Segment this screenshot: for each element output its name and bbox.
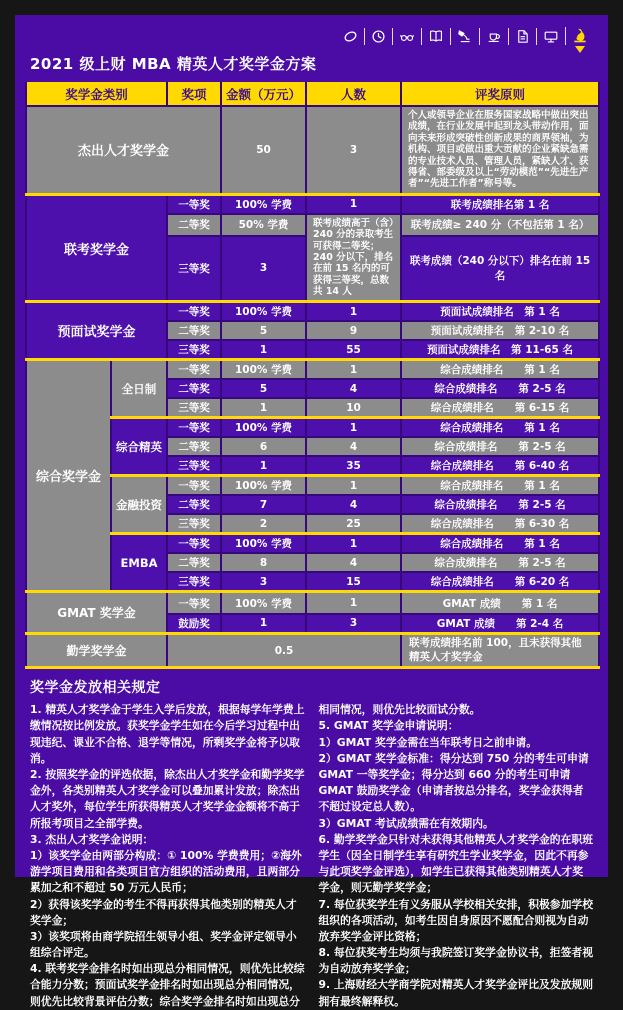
cell-amount: 3 [221, 236, 306, 302]
cell-count-note: 联考成绩高于（含）240 分的录取考生可获得二等奖；240 分以下，排名在前 15 名内的可获得三等奖，总数共 14 人 [306, 214, 401, 302]
table-row [26, 476, 599, 496]
cell-criteria: 个人或领导企业在服务国家战略中做出突出成绩，在行业发展中起到龙头带动作用，面向未来形成突破性创新成果的商界领袖，为机构、项目或做出重大贡献的企业紧缺急需的专业技术人员、管理人员，紧缺人才、获得省、部委级及以上“劳动模范”“先进生产者”“先进工作者”称号等。 [401, 106, 599, 194]
cell-count: 1 [306, 360, 401, 380]
cell-criteria: 综合成绩排名 第 6-20 名 [401, 572, 599, 592]
cell-count: 1 [306, 302, 401, 322]
cell-criteria: 综合成绩排名 第 1 名 [401, 534, 599, 554]
table-row [26, 360, 599, 380]
cell-count: 1 [306, 592, 401, 614]
scholarship-table [25, 82, 600, 669]
cell-criteria: 预面试成绩排名 第 2-10 名 [401, 321, 599, 340]
cell-criteria: 综合成绩排名 第 6-30 名 [401, 514, 599, 534]
table-row [26, 633, 599, 667]
header-criteria: 评奖原则 [401, 82, 599, 106]
cell-count: 3 [306, 614, 401, 634]
cell-count: 1 [306, 418, 401, 438]
regulation-item: 7. 每位获奖学生有义务服从学校相关安排，积极参加学校组织的各项活动，如考生因自身原因不愿配合则视为自动放弃奖学金评比资格； [318, 897, 593, 943]
regulation-item: 1）该奖学金由两部分构成：① 100% 学费费用；②海外游学项目费用和各类项目官方组织的活动费用，且两部分累加之和不超过 50 万元人民币； [30, 848, 302, 895]
cell-criteria: 综合成绩排名 第 6-15 名 [401, 398, 599, 418]
cell-award: 三等奖 [167, 340, 221, 360]
cell-award: 二等奖 [167, 379, 221, 398]
regulation-item: 1. 精英人才奖学金于学生入学后发放，根据每学年学费上缴情况按比例发放。获奖学金学生如在今后学习过程中出现违纪、课业不合格、退学等情况，所剩奖学金将予以取消。 [30, 703, 305, 765]
document-icon[interactable] [508, 28, 536, 45]
cell-award: 二等奖 [167, 321, 221, 340]
category-comprehensive: 综合奖学金 [26, 360, 111, 592]
table-header-row [26, 82, 599, 106]
regulations-left-column [30, 702, 305, 1010]
regulation-item: 1）GMAT 奖学金需在当年联考日之前申请。 [318, 735, 538, 749]
clock-icon[interactable] [364, 28, 392, 45]
cell-criteria: 综合成绩排名 第 2-5 名 [401, 553, 599, 572]
cell-count: 1 [306, 476, 401, 496]
lamp-icon[interactable] [450, 28, 479, 45]
cell-criteria: 综合成绩排名 第 1 名 [401, 418, 599, 438]
cell-amount: 1 [221, 398, 306, 418]
cell-amount: 100% 学费 [221, 476, 306, 496]
cell-amount: 100% 学费 [221, 418, 306, 438]
regulation-item: 3）该奖项将由商学院招生领导小组、奖学金评定领导小组综合评定。 [30, 929, 297, 960]
cell-amount: 100% 学费 [221, 592, 306, 614]
regulations-right-column [319, 702, 594, 1010]
cell-count: 1 [306, 194, 401, 214]
regulation-item: 2. 按照奖学金的评选依据，除杰出人才奖学金和勤学奖学金外，各类别精英人才奖学金可以叠加累计发放；除杰出人才奖外，每位学生所获得精英人才奖学金金额将不高于所报考项目之全部学费。 [30, 768, 305, 830]
cell-count: 4 [306, 437, 401, 456]
cell-award: 三等奖 [167, 398, 221, 418]
cell-criteria: GMAT 成绩 第 2-4 名 [401, 614, 599, 634]
cell-criteria: 联考成绩（240 分以下）排名在前 15 名 [401, 236, 599, 302]
cell-criteria: 综合成绩排名 第 2-5 名 [401, 437, 599, 456]
cell-award: 三等奖 [167, 572, 221, 592]
header-count: 人数 [306, 82, 401, 106]
cell-count: 3 [306, 106, 401, 194]
cell-award: 三等奖 [167, 456, 221, 476]
cell-amount: 5 [221, 379, 306, 398]
regulation-item: 9. 上海财经大学商学院对精英人才奖学金评比及发放规则拥有最终解释权。 [318, 978, 593, 1008]
category-liankao: 联考奖学金 [26, 194, 167, 302]
cell-count: 9 [306, 321, 401, 340]
table-row [26, 534, 599, 554]
table-row [26, 592, 599, 614]
regulation-item: 8. 每位获奖考生均须与我院签订奖学金协议书，拒签者视为自动放弃奖学金； [318, 946, 593, 976]
cell-amount: 8 [221, 553, 306, 572]
cell-criteria: 综合成绩排名 第 1 名 [401, 476, 599, 496]
header-award: 奖项 [167, 82, 221, 106]
cell-amount: 5 [221, 321, 306, 340]
cell-amount: 1 [221, 340, 306, 360]
cell-amount: 100% 学费 [221, 302, 306, 322]
page-title: 2021 级上财 MBA 精英人才奖学金方案 [30, 55, 317, 73]
ring-icon[interactable] [337, 28, 364, 45]
cell-amount: 50% 学费 [221, 214, 306, 236]
category-diligent: 勤学奖学金 [26, 633, 167, 667]
cell-amount: 100% 学费 [221, 360, 306, 380]
cell-criteria: 综合成绩排名 第 2-5 名 [401, 495, 599, 514]
screen-icon[interactable] [536, 28, 565, 45]
cell-award: 一等奖 [167, 194, 221, 214]
regulation-item: 3）GMAT 考试成绩需在有效期内。 [318, 816, 494, 830]
cell-award: 一等奖 [167, 476, 221, 496]
table-row [26, 302, 599, 322]
subcategory-emba: EMBA [111, 534, 167, 592]
cell-award: 二等奖 [167, 495, 221, 514]
cell-award: 三等奖 [167, 514, 221, 534]
cell-award: 一等奖 [167, 418, 221, 438]
cell-criteria: 联考成绩≥ 240 分（不包括第 1 名） [401, 214, 599, 236]
cell-award: 三等奖 [167, 236, 221, 302]
cell-award: 二等奖 [167, 214, 221, 236]
regulation-item: 5. GMAT 奖学金申请说明： [318, 719, 459, 733]
cell-criteria: 联考成绩排名前 100，且未获得其他精英人才奖学金 [401, 633, 599, 667]
regulations-heading: 奖学金发放相关规定 [30, 680, 161, 697]
cell-amount: 100% 学费 [221, 534, 306, 554]
cell-count: 15 [306, 572, 401, 592]
regulation-item: 2）GMAT 奖学金标准：得分达到 750 分的考生可申请 GMAT 一等奖学金；得分达到 660 分的考生可申请 GMAT 鼓励奖学金（申请者按总分排名，奖学金获得者不超过设定总人数）。 [318, 751, 589, 814]
table-row [26, 106, 599, 194]
category-gmat: GMAT 奖学金 [26, 592, 167, 634]
cell-count: 4 [306, 495, 401, 514]
cell-amount: 0.5 [167, 633, 401, 667]
cell-amount: 2 [221, 514, 306, 534]
cell-amount: 1 [221, 456, 306, 476]
cell-criteria: 综合成绩排名 第 1 名 [401, 360, 599, 380]
cell-amount: 50 [221, 106, 306, 194]
regulation-item: 3. 杰出人才奖学金说明： [30, 832, 154, 846]
cell-amount: 3 [221, 572, 306, 592]
cell-count: 4 [306, 379, 401, 398]
cell-count: 25 [306, 514, 401, 534]
cell-award: 鼓励奖 [167, 614, 221, 634]
cup-icon[interactable] [479, 28, 508, 45]
cell-criteria: 综合成绩排名 第 6-40 名 [401, 456, 599, 476]
header-category: 奖学金类别 [26, 82, 167, 106]
cell-count: 55 [306, 340, 401, 360]
subcategory-elite: 综合精英 [111, 418, 167, 476]
cell-award: 一等奖 [167, 360, 221, 380]
glasses-icon[interactable] [392, 28, 421, 45]
category-outstanding: 杰出人才奖学金 [26, 106, 221, 194]
cell-criteria: 预面试成绩排名 第 11-65 名 [401, 340, 599, 360]
subcategory-fulltime: 全日制 [111, 360, 167, 418]
cell-count: 4 [306, 553, 401, 572]
cell-amount: 7 [221, 495, 306, 514]
cell-count: 35 [306, 456, 401, 476]
category-preinterview: 预面试奖学金 [26, 302, 167, 360]
cell-criteria: 综合成绩排名 第 2-5 名 [401, 379, 599, 398]
reader-toolbar [25, 19, 598, 49]
cell-award: 一等奖 [167, 302, 221, 322]
cell-criteria: GMAT 成绩 第 1 名 [401, 592, 599, 614]
table-row [26, 418, 599, 438]
document-page [15, 15, 608, 1008]
cell-amount: 100% 学费 [221, 194, 306, 214]
header-amount: 金额（万元） [221, 82, 306, 106]
cell-amount: 6 [221, 437, 306, 456]
cell-count: 1 [306, 534, 401, 554]
cell-amount: 1 [221, 614, 306, 634]
cell-criteria: 联考成绩排名第 1 名 [401, 194, 599, 214]
regulation-item: 4. 联考奖学金排名时如出现总分相同情况，则优先比较综合能力分数；预面试奖学金排名时如出现总分相同情况，则优先比较背景评估分数；综合奖学金排名时如出现总分 [30, 962, 305, 1008]
regulations-section [25, 669, 598, 1010]
cell-award: 二等奖 [167, 553, 221, 572]
table-row [26, 194, 599, 214]
subcategory-finance: 金融投资 [111, 476, 167, 534]
cell-award: 二等奖 [167, 437, 221, 456]
regulation-item: 6. 勤学奖学金只针对未获得其他精英人才奖学金的在职班学生（因全日制学生享有研究生学业奖学金，因此不再参与此项奖学金评选），如学生已获得其他类别精英人才奖学金，则无勤学奖学金； [318, 832, 593, 895]
cell-criteria: 预面试成绩排名 第 1 名 [401, 302, 599, 322]
regulation-item: 相同情况，则优先比较面试分数。 [318, 703, 481, 717]
cell-award: 一等奖 [167, 534, 221, 554]
dropdown-arrow-icon[interactable] [575, 46, 585, 58]
book-icon[interactable] [421, 28, 450, 45]
cell-count: 10 [306, 398, 401, 418]
microscope-icon[interactable] [565, 27, 594, 45]
regulation-item: 2）获得该奖学金的考生不得再获得其他类别的精英人才奖学金； [30, 897, 297, 927]
cell-award: 一等奖 [167, 592, 221, 614]
